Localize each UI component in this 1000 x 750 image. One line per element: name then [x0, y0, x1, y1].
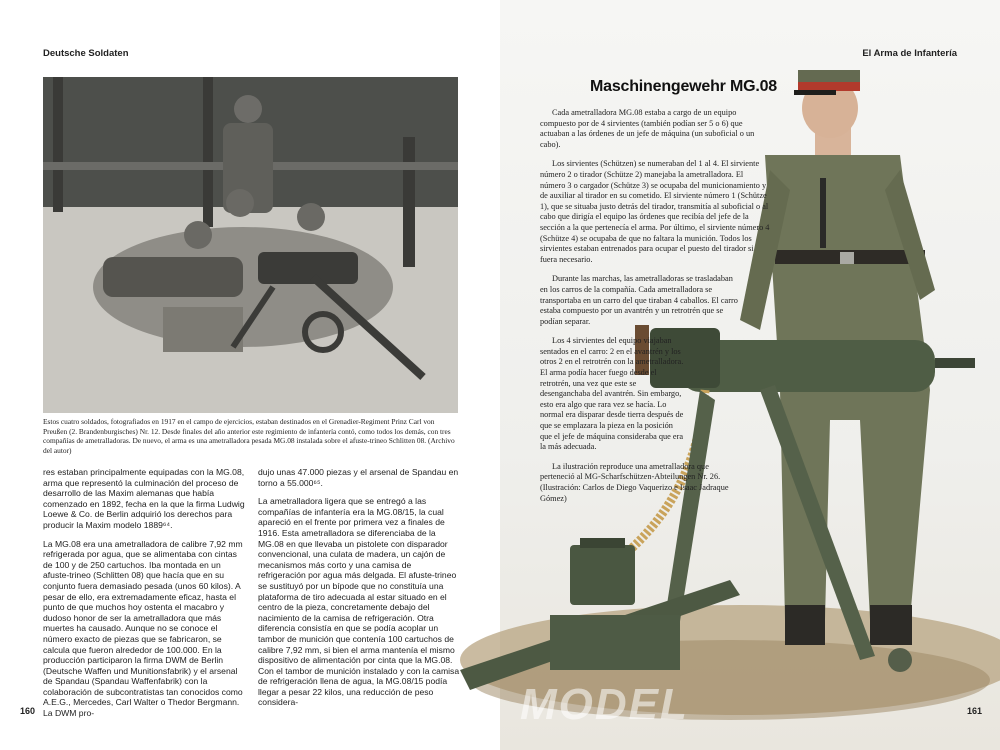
- section-title: Maschinengewehr MG.08: [590, 78, 777, 95]
- page-number-left: 160: [20, 706, 36, 716]
- watermark-text: MODEL: [520, 680, 689, 729]
- historical-photo: [43, 77, 458, 413]
- paragraph: La MG.08 era una ametralladora de calibre 7,92 mm refrigerada por agua, que se alimentaba con cintas de 100 y de 250 cartuchos. Iba montada en un afuste-trineo (Schlitten 08) que hacía que en su conjunto fuera demasiado pesada (unos 60 kilos). A pesar de ello, era extremadamente eficaz, hasta el punto de que muchos hoy ostenta el macabro y dudoso honor de ser la ametralladora que más muertes ha causado. Aunque no se conoce el número exacto de piezas que se fabricaron, se calcula que fueron alrededor de 100.000. En la producción participaron la firma DWM de Berlin (Deutsche Waffen und Munitionsfabrik) y el arsenal de Spandau (Spandau Waffenfabrik) con la colaboración de subcontratistas tan conocidos como A.E.G., Mercedes, Carl Walter o Thedor Bergmann. La DWM pro-: [43, 538, 243, 719]
- right-text-block: [540, 108, 770, 513]
- paragraph: dujo unas 47.000 piezas y el arsenal de Spandau en torno a 55.000⁶⁵.: [258, 467, 459, 488]
- paragraph: La ametralladora ligera que se entregó a las compañías de infantería era la MG.08/15, la cual apareció en el frente por primera vez a finales de 1916. Esta ametralladora se diferenciaba de la MG.08 en que llevaba un pistolete con disparador convencional, una culata de madera, un cajón de mecanismos más corto y una camisa de refrigeración por agua más delgada. El afuste-trineo se sustituyó por un bípode que no constituía una plataforma de tiro adecuada al estar situado en el centro de la pieza, concretamente debajo del nacimiento de la camisa de refrigeración. Otra diferencia consistía en que se podía acoplar un tambor de munición que contenía 100 cartuchos de calibre 7,92 mm, si bien el arma mantenía el mismo dispositivo de alimentación por cinta que la MG.08. Con el tambor de munición instalado y con la camisa de refrigeración llena de agua, la MG.08/15 podía llegar a pesar 22 kilos, una reducción de peso considera-: [258, 496, 460, 708]
- running-head-left: Deutsche Soldaten: [43, 48, 129, 59]
- paragraph: res estaban principalmente equipadas con la MG.08, arma que representó la culminación del proceso de desarrollo de las Maxim alemanas que había comenzado en 1892, fecha en la que la firma Ludwig Loewe & Co. de Berlin adquirió los derechos para producir la Maxim modelo 1889⁶⁴.: [43, 467, 245, 530]
- paragraph: Cada ametralladora MG.08 estaba a cargo de un equipo compuesto por de 4 sirvientes (también podían ser 5 o 6) que actuaban a las órdenes de un jefe de máquina (un suboficial o un cabo).: [540, 108, 755, 149]
- photo-caption: Estos cuatro soldados, fotografiados en 1917 en el campo de ejercicios, estaban destinados en el Grenadier-Regiment Prinz Carl von Preußen (2. Brandenburgisches) Nr. 12. Desde finales del año anterior este regimiento de infantería contó, como todos los demás, con tres compañías de ametralladoras. De nuevo, el arma es una ametralladora pesada MG.08 instalada sobre el afuste-trineo Schlitten 08. (Archivo del autor): [43, 417, 455, 455]
- left-column-1: [43, 467, 245, 727]
- paragraph: Los sirvientes (Schützen) se numeraban del 1 al 4. El sirviente número 2 o tirador (Schütze 2) manejaba la ametralladora. El número 3 o cargador (Schütze 3) se ocupaba del municionamiento y de auxiliar al tirador en su cometido. El sirviente número 1 (Schütze 1), que se situaba justo detrás del tirador, transmitía al suboficial o al cabo que dirigía el equipo las órdenes que recibía del jefe de la sección a la que pertenecía el arma. Por último, el sirviente número 4 (Schütze 4) se ocupaba de que no faltara la munición. Todos los sirvientes estaban entrenados para ocupar el puesto del tirador si fuera necesario.: [540, 159, 770, 264]
- page-number-right: 161: [966, 706, 982, 716]
- paragraph: Los 4 sirvientes del equipo viajaban sentados en el carro: 2 en el avantrén y los otros 2 en el retrotrén con la ametralladora. El arma podía hacer fuego desde el retrotrén, una vez que este se desenganchaba del avantrén. Sin embargo, esto era algo que rara vez se hacía. Lo normal era disparar desde tierra después de que se emplazara la pieza en la posición que el jefe de máquina consideraba que era la más adecuada.: [540, 336, 684, 452]
- paragraph: Durante las marchas, las ametralladoras se trasladaban en los carros de la compañía. Cada ametralladora se transportaba en un carro del que tiraban 4 caballos. El carro estaba compuesto por un avantrén y un retrotrén que se podían separar.: [540, 274, 738, 326]
- photo-svg: [43, 77, 458, 413]
- running-head-right: El Arma de Infantería: [862, 48, 957, 59]
- paragraph: La ilustración reproduce una ametralladora que perteneció al MG-Scharfschützen-Abteilungen Nr. 26. (Ilustración: Carlos de Diego Vaquerizo e Isaac Jadraque Gómez): [540, 461, 729, 503]
